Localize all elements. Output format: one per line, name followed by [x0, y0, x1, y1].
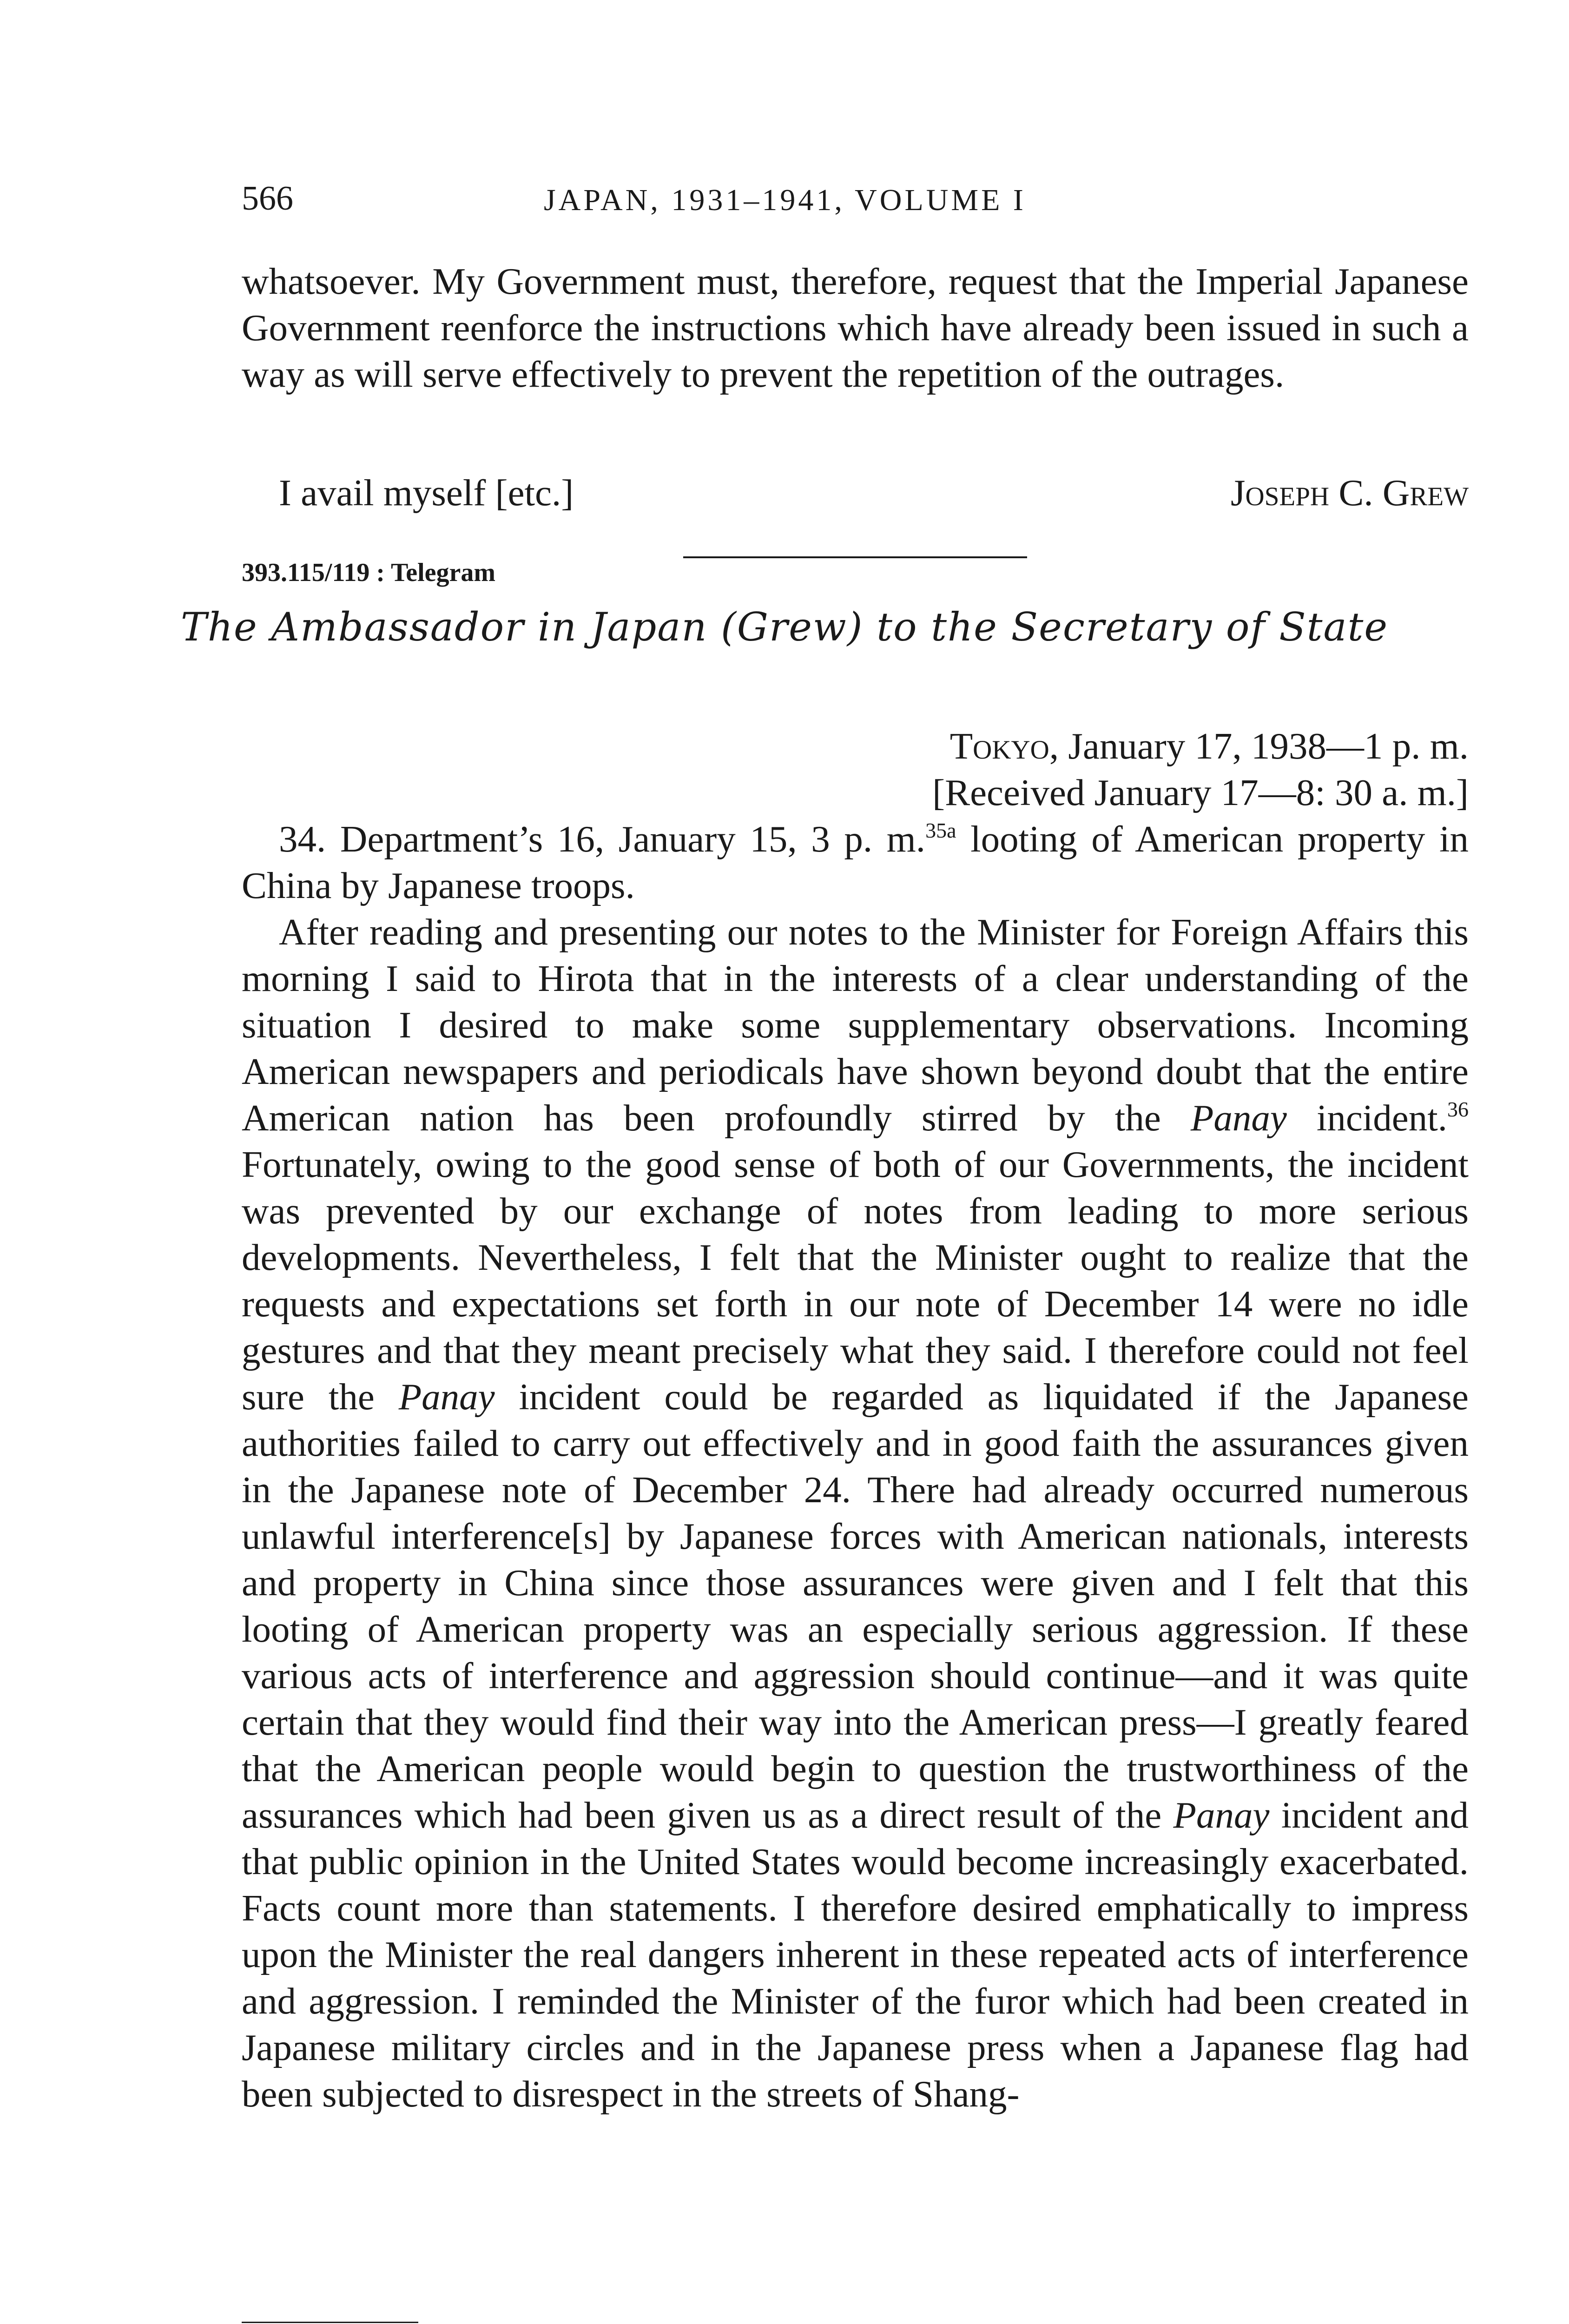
section-divider [683, 556, 1027, 558]
dateline-sent [950, 723, 1469, 769]
document-title: The Ambassador in Japan (Grew) to the Secretary of State [180, 604, 1389, 650]
opening-paragraph: whatsoever. My Government must, therefore, request that the Imperial Japanese Government reenforce the instructions which have already been issued in such a way as will serve effectively to prevent the repetition of the outrages. [242, 260, 1469, 395]
closing-formula: I avail myself [etc.] [279, 472, 574, 514]
ship-name: Panay [398, 1376, 495, 1418]
telegram-paragraph-2: After reading and presenting our notes to the Minister for Foreign Affairs this morning I said to Hirota that in the interests of a clear understanding of the situation I desired to make some supplementary observations. Incoming American newspapers and periodicals have shown beyond doubt that the entire American nation has been profoundly stirred by the Panay incident.$^{36}$ Fortunately, owing to the good sense of both of our Governments, the incident was prevented by our exchange of notes from leading to more serious developments. Nevertheless, I felt that the Minister ought to realize that the requests and expectations set forth in our note of December 14 were no idle gestures and that they meant precisely what they said. I therefore could not feel sure the Panay incident could be regarded as liquidated if the Japanese authorities failed to carry out effectively and in good faith the assurances given in the Japanese note of December 24. There had already occurred numerous unlawful interference[s] by Japanese forces with American nationals, interests and property in China since those assurances were given and I felt that this looting of American property was an especially serious aggression. If these various acts of interference and aggression should continue—and it was quite certain that they would find their way into the American press—I greatly feared that the American people would begin to question the trustworthiness of the assurances which had been given us as a direct result of the Panay incident and that public opinion in the United States would become increasingly exacerbated. Facts count more than statements. I therefore desired emphatically to impress upon the Minister the real dangers inherent in these repeated acts of interference and aggression. I reminded the Minister of the furor which had been created in Japanese military circles and in the Japanese press when a Japanese flag had been subjected to disrespect in the streets of Shang- [242, 911, 1469, 2115]
file-reference: 393.115/119 : Telegram [242, 558, 495, 587]
page-header [242, 179, 1469, 230]
page-number: 566 [242, 179, 293, 218]
signature: Joseph C. Grew [1231, 472, 1469, 514]
ship-name: Panay [1190, 1097, 1287, 1139]
ship-name: Panay [1173, 1794, 1270, 1836]
opening-continuation [242, 258, 1469, 397]
dateline-received: [Received January 17—8: 30 a. m.] [932, 772, 1469, 813]
footnote-rule [242, 2322, 418, 2323]
footnote-ref-35a: 35a [925, 819, 956, 842]
telegram-body [242, 816, 1469, 2117]
telegram-paragraph-1: 34. Department’s 16, January 15, 3 p. m.$^{35a}$ looting of American property in China by Japanese troops. [242, 818, 1469, 906]
footnote-ref-36: 36 [1447, 1097, 1469, 1121]
sent-date: January 17, 1938—1 p. m. [1068, 725, 1469, 767]
running-title: JAPAN, 1931–1941, VOLUME I [544, 183, 1026, 217]
place: Tokyo, [949, 725, 1059, 767]
